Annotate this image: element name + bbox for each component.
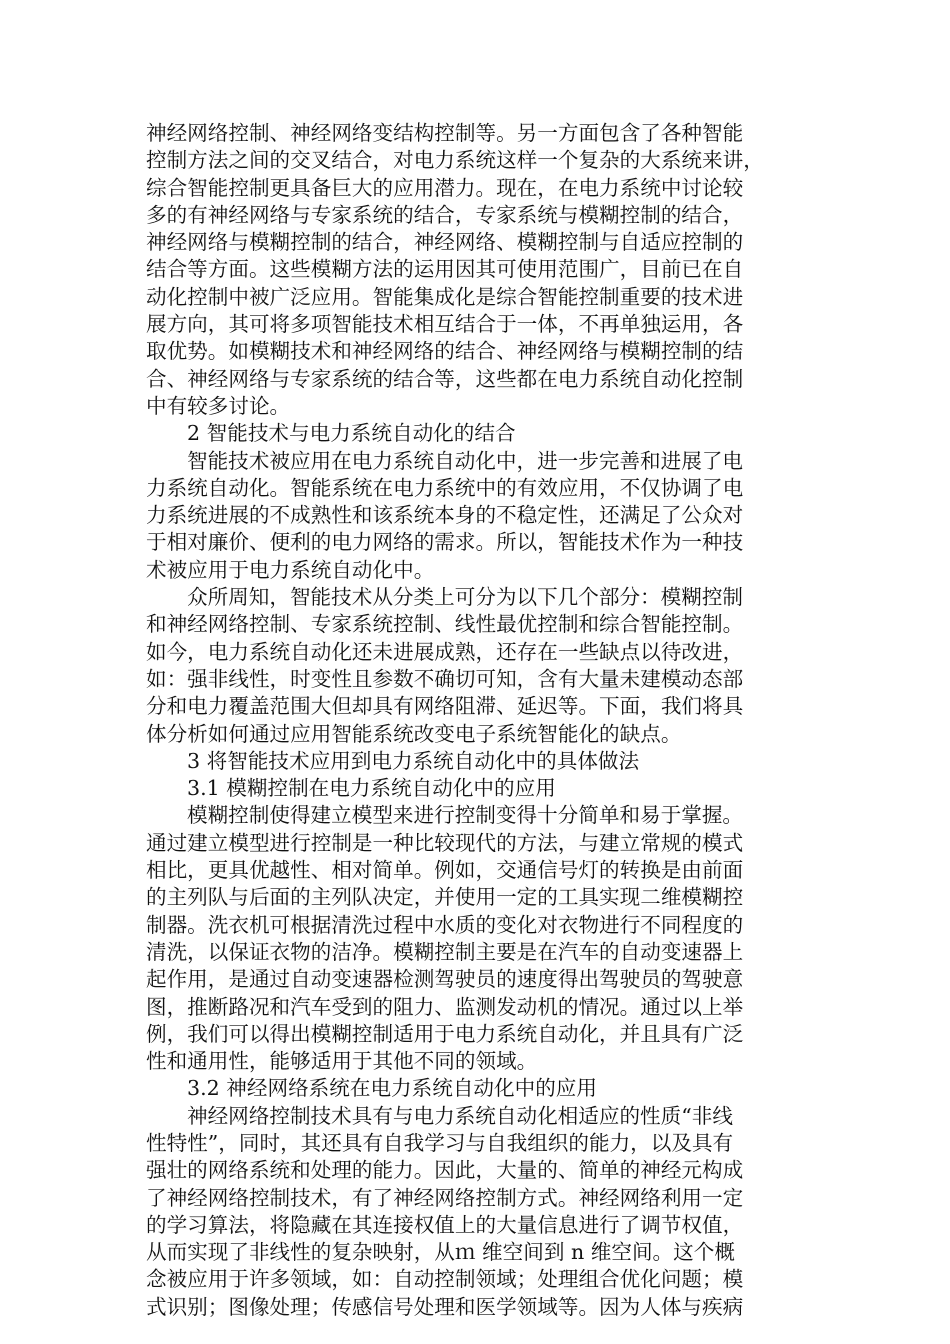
text-line: 从而实现了非线性的复杂映射，从ｍ 维空间到 n 维空间。这个概 (146, 1240, 735, 1265)
text-line: 控制方法之间的交叉结合，对电力系统这样一个复杂的大系统来讲， (146, 148, 764, 173)
text-line: 力系统自动化。智能系统在电力系统中的有效应用，不仅协调了电 (146, 475, 744, 500)
text-line: 多的有神经网络与专家系统的结合，专家系统与模糊控制的结合， (146, 202, 744, 227)
text-line: 了神经网络控制技术，有了神经网络控制方式。神经网络利用一定 (146, 1185, 744, 1210)
text-line: 的主列队与后面的主列队决定，并使用一定的工具实现二维模糊控 (146, 885, 744, 910)
text-line: 念被应用于许多领域，如：自动控制领域；处理组合优化问题；模 (146, 1267, 744, 1292)
text-line: 通过建立模型进行控制是一种比较现代的方法，与建立常规的模式 (146, 830, 744, 855)
text-line: 如今，电力系统自动化还未进展成熟，还存在一些缺点以待改进， (146, 639, 744, 664)
text-line: 相比，更具优越性、相对简单。例如，交通信号灯的转换是由前面 (146, 858, 744, 883)
text-line: 如：强非线性，时变性且参数不确切可知，含有大量未建模动态部 (146, 666, 744, 691)
text-line: 综合智能控制更具备巨大的应用潜力。现在，在电力系统中讨论较 (146, 175, 744, 200)
text-line: 清洗，以保证衣物的洁净。模糊控制主要是在汽车的自动变速器上 (146, 939, 744, 964)
text-line: 中有较多讨论。 (146, 393, 291, 418)
text-line: 制器。洗衣机可根据清洗过程中水质的变化对衣物进行不同程度的 (146, 912, 744, 937)
text-line: 结合等方面。这些模糊方法的运用因其可使用范围广，目前已在自 (146, 257, 744, 282)
text-line: 3 将智能技术应用到电力系统自动化中的具体做法 (187, 748, 640, 773)
text-line: 神经网络控制技术具有与电力系统自动化相适应的性质“非线 (187, 1103, 733, 1128)
text-line: 图，推断路况和汽车受到的阻力、监测发动机的情况。通过以上举 (146, 994, 744, 1019)
text-line: 性和通用性，能够适用于其他不同的领域。 (146, 1049, 538, 1074)
text-line: 起作用，是通过自动变速器检测驾驶员的速度得出驾驶员的驾驶意 (146, 967, 744, 992)
text-line: 体分析如何通过应用智能系统改变电子系统智能化的缺点。 (146, 721, 682, 746)
text-line: 术被应用于电力系统自动化中。 (146, 557, 435, 582)
text-line: 式识别；图像处理；传感信号处理和医学领域等。因为人体与疾病 (146, 1294, 744, 1319)
text-line: 的学习算法，将隐藏在其连接权值上的大量信息进行了调节权值， (146, 1212, 744, 1237)
text-line: 和神经网络控制、专家系统控制、线性最优控制和综合智能控制。 (146, 612, 744, 637)
text-line: 众所周知，智能技术从分类上可分为以下几个部分：模糊控制 (187, 585, 744, 610)
text-line: 神经网络与模糊控制的结合，神经网络、模糊控制与自适应控制的 (146, 230, 744, 255)
document-body (146, 120, 806, 1321)
document-page (146, 120, 806, 1321)
text-line: 力系统进展的不成熟性和该系统本身的不稳定性，还满足了公众对 (146, 503, 744, 528)
text-line: 例，我们可以得出模糊控制适用于电力系统自动化，并且具有广泛 (146, 1021, 744, 1046)
text-line: 取优势。如模糊技术和神经网络的结合、神经网络与模糊控制的结 (146, 339, 744, 364)
text-line: 智能技术被应用在电力系统自动化中，进一步完善和进展了电 (187, 448, 744, 473)
text-line: 于相对廉价、便利的电力网络的需求。所以，智能技术作为一种技 (146, 530, 744, 555)
text-line: 2 智能技术与电力系统自动化的结合 (187, 421, 516, 446)
text-line: 神经网络控制、神经网络变结构控制等。另一方面包含了各种智能 (146, 121, 744, 145)
text-line: 分和电力覆盖范围大但却具有网络阻滞、延迟等。下面，我们将具 (146, 694, 744, 719)
text-line: 合、神经网络与专家系统的结合等，这些都在电力系统自动化控制 (146, 366, 744, 391)
text-line: 性特性”，同时，其还具有自我学习与自我组织的能力，以及具有 (146, 1130, 734, 1155)
text-line: 3.1 模糊控制在电力系统自动化中的应用 (187, 776, 556, 801)
text-line: 强壮的网络系统和处理的能力。因此，大量的、简单的神经元构成 (146, 1158, 744, 1183)
text-line: 展方向，其可将多项智能技术相互结合于一体，不再单独运用，各 (146, 312, 744, 337)
text-line: 动化控制中被广泛应用。智能集成化是综合智能控制重要的技术进 (146, 284, 744, 309)
text-line: 3.2 神经网络系统在电力系统自动化中的应用 (187, 1076, 597, 1101)
text-line: 模糊控制使得建立模型来进行控制变得十分简单和易于掌握。 (187, 803, 744, 828)
